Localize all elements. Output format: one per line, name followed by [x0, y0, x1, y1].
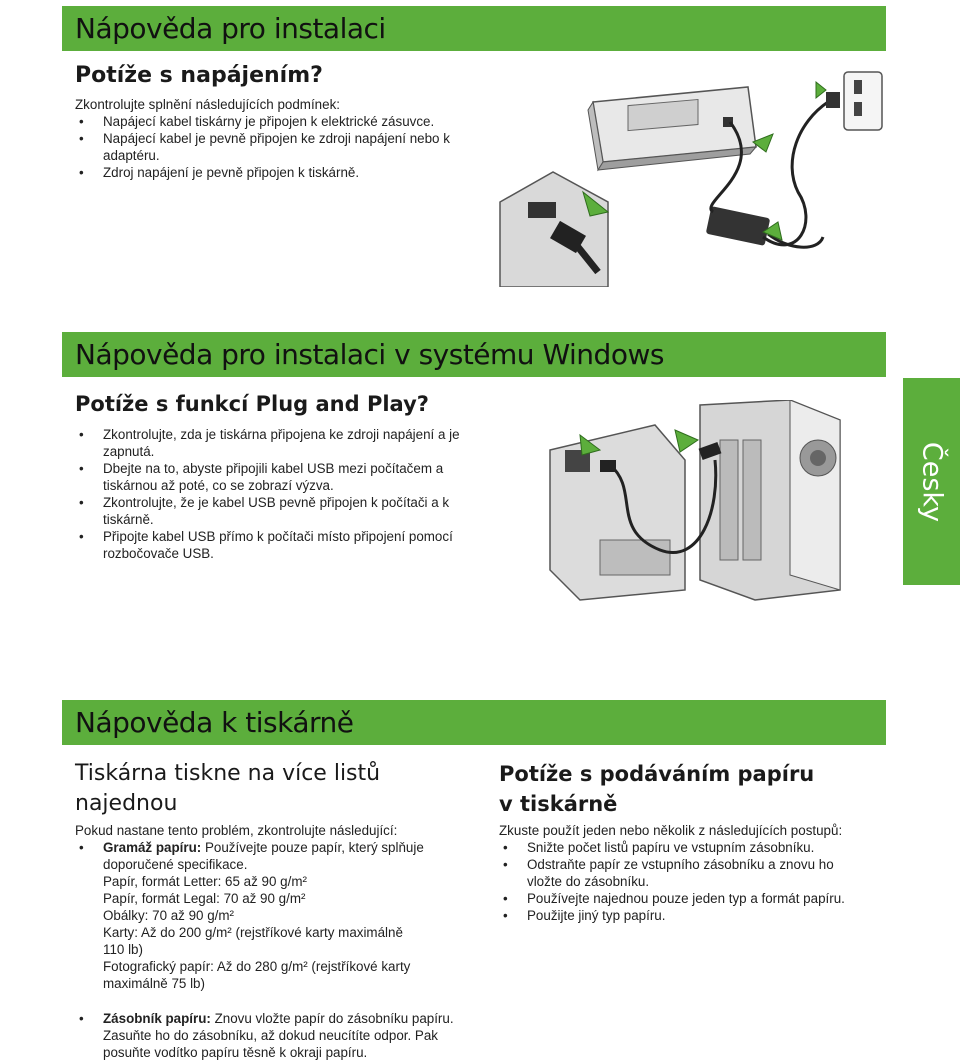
band-title: Nápověda k tiskárně	[75, 706, 354, 739]
list-item: • Odstraňte papír ze vstupního zásobníku a znovu ho vložte do zásobníku.	[499, 856, 867, 890]
plug-and-play-checklist	[75, 426, 480, 562]
spec-line: Papír, formát Legal: 70 až 90 g/m²	[103, 891, 306, 906]
paper-feed-checklist	[499, 822, 889, 924]
heading-multiple-sheets	[75, 759, 380, 819]
heading-line: Potíže s podáváním papíru	[499, 762, 815, 786]
list-item: • Dbejte na to, abyste připojili kabel USB mezi počítačem a tiskárnou až poté, co se zobrazí výzva.	[75, 460, 480, 494]
spec-line: Fotografický papír: Až do 280 g/m² (rejstříkové karty maximálně 75 lb)	[103, 959, 411, 991]
list-item: • Napájecí kabel tiskárny je připojen k elektrické zásuvce.	[75, 113, 505, 130]
spec-line: Karty: Až do 200 g/m² (rejstříkové karty maximálně 110 lb)	[103, 925, 403, 957]
spec-line: Papír, formát Letter: 65 až 90 g/m²	[103, 874, 307, 889]
list-item: • Zkontrolujte, zda je tiskárna připojena ke zdroji napájení a je zapnutá.	[75, 426, 480, 460]
heading-paper-feed	[499, 759, 814, 819]
section-band-printer	[62, 700, 886, 745]
power-checklist	[75, 96, 505, 181]
spec-line: Obálky: 70 až 90 g/m²	[103, 908, 234, 923]
list-item: • Používejte najednou pouze jeden typ a formát papíru.	[499, 890, 889, 907]
usb-connection-illustration	[540, 400, 870, 610]
language-tab	[903, 378, 960, 585]
heading-line: v tiskárně	[499, 792, 618, 816]
language-label: Česky	[916, 441, 947, 522]
item-text: Znovu vložte papír do zásobníku papíru. Zasuňte ho do zásobníku, až dokud neucítíte odpor. Pak posuňte vodítko papíru těsně k okraji papíru.	[103, 1011, 454, 1060]
heading-line: najednou	[75, 791, 178, 816]
multiple-sheets-checklist	[75, 822, 475, 1061]
list-item	[75, 839, 475, 873]
list-item: • Připojte kabel USB přímo k počítači místo připojení pomocí rozbočovače USB.	[75, 528, 480, 562]
list-item: • Zdroj napájení je pevně připojen k tiskárně.	[75, 164, 505, 181]
list-item	[75, 1010, 463, 1061]
list-item: • Snižte počet listů papíru ve vstupním zásobníku.	[499, 839, 889, 856]
band-title: Nápověda pro instalaci v systému Windows	[75, 338, 664, 371]
list-item: • Zkontrolujte, že je kabel USB pevně připojen k počítači a k tiskárně.	[75, 494, 480, 528]
section-band-windows	[62, 332, 886, 377]
heading-line: Tiskárna tiskne na více listů	[75, 761, 381, 786]
heading-plug-and-play: Potíže s funkcí Plug and Play?	[75, 392, 429, 416]
multiple-sheets-intro: Pokud nastane tento problém, zkontrolujte následující:	[75, 823, 398, 838]
heading-power-problems: Potíže s napájením?	[75, 63, 323, 88]
section-band-installation	[62, 6, 886, 51]
power-intro: Zkontrolujte splnění následujících podmínek:	[75, 97, 340, 112]
band-title: Nápověda pro instalaci	[75, 12, 386, 45]
list-item: • Použijte jiný typ papíru.	[499, 907, 889, 924]
item-bold-label: Zásobník papíru:	[103, 1011, 211, 1026]
list-item: • Napájecí kabel je pevně připojen ke zdroji napájení nebo k adaptéru.	[75, 130, 478, 164]
paper-feed-intro: Zkuste použít jeden nebo několik z následujících postupů:	[499, 823, 843, 838]
item-bold-label: Gramáž papíru:	[103, 840, 202, 855]
item-text: Používejte pouze papír, který splňuje doporučené specifikace.	[103, 840, 424, 872]
power-connection-illustration	[498, 62, 888, 287]
